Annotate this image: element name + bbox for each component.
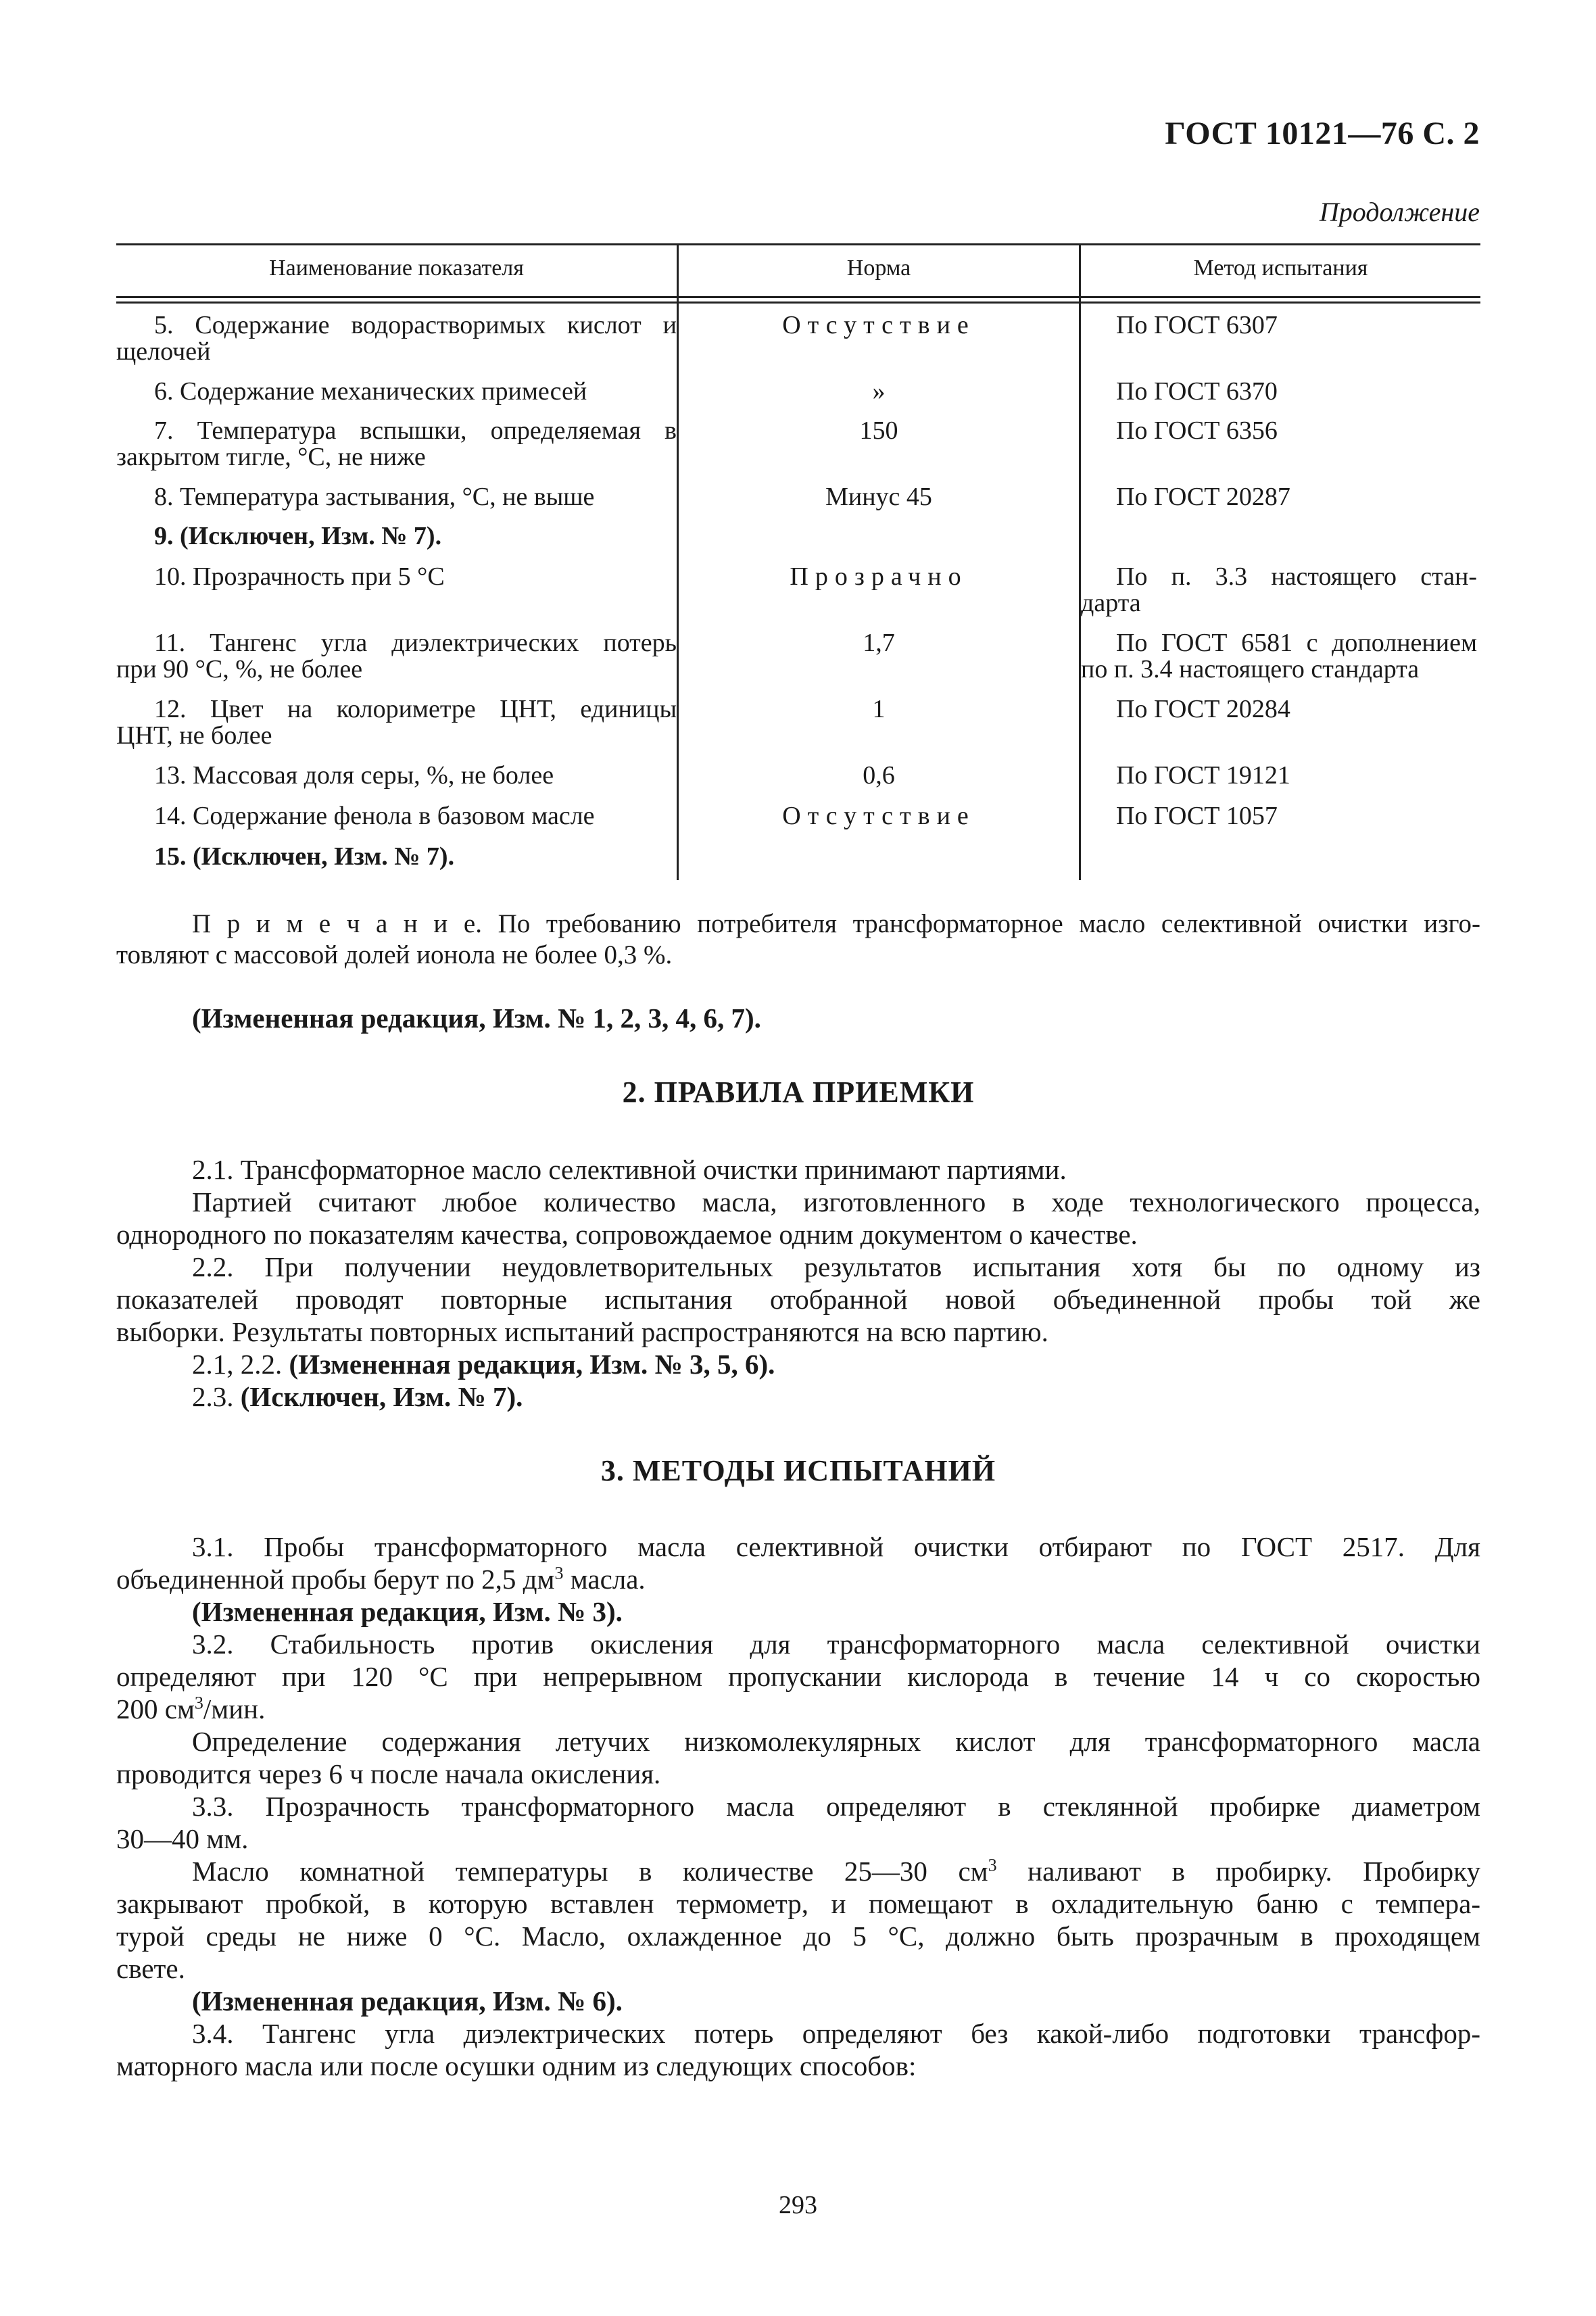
document-header-code: ГОСТ 10121—76 С. 2 (1165, 116, 1480, 151)
section-2-title: 2. ПРАВИЛА ПРИЕМКИ (622, 1076, 975, 1109)
table-header-rule (116, 296, 1480, 298)
indicator-name: 13. Массовая доля серы, %, не более (154, 761, 554, 790)
indicator-name: 10. Прозрачность при 5 °С (154, 562, 445, 591)
test-method: По ГОСТ 6356 (1116, 416, 1278, 445)
column-header-method: Метод испытания (1193, 256, 1368, 281)
norm-value: 0,6 (863, 761, 895, 790)
test-method: По ГОСТ 20287 (1116, 483, 1290, 511)
norm-value: 1 (872, 695, 886, 723)
indicator-name: 6. Содержание механических примесей (154, 377, 587, 406)
norm-value: Минус 45 (825, 483, 932, 511)
indicator-name: 9. (Исключен, Изм. № 7). (154, 522, 442, 550)
indicator-name: 8. Температура застывания, °С, не выше (154, 483, 595, 511)
norm-value: » (872, 377, 886, 406)
table-note: П р и м е ч а н и е. По требованию потребителя трансформаторное масло селективной очистки изго- товляют с массовой долей ионола не более 0,3 %. (116, 909, 1480, 969)
norm-value: Отсутствие (782, 311, 975, 339)
column-header-name: Наименование показателя (269, 256, 524, 281)
test-method: По ГОСТ 6581 с дополнением по п. 3.4 настоящего стандарта (1081, 629, 1477, 683)
indicator-name: 11. Тангенс угла диэлектрических потерь при 90 °С, %, не более (116, 629, 677, 683)
indicator-name: 14. Содержание фенола в базовом масле (154, 802, 595, 830)
norm-value: Отсутствие (782, 802, 975, 830)
section-3-body: 3.1. Пробы трансформаторного масла селективной очистки отбирают по ГОСТ 2517. Для объединенной пробы берут по 2,5 $дм^3$ масла. (Измененная редакция, Изм. № 3). 3.2. Стабильность против окисления для трансформаторного масла селективной очистки определяют при 120 °С при непрерывном пропускании кислорода в течение 14 ч со скоростью 200 $см^3$/мин. Определение содержания летучих низкомолекулярных кислот для трансформаторного масла проводится через 6 ч после начала окисления. 3.3. Прозрачность трансформаторного масла определяют в стеклянной пробирке диаметром 30—40 мм. Масло комнатной температуры в количестве 25—30 $см^3$ наливают в пробирку. Пробирку закрывают пробкой, в которую вставлен термометр, и помещают в охладительную баню с темпера- турой среды не ниже 0 °С. Масло, охлажденное до 5 °С, должно быть прозрачным в проходящем свете. (Измененная редакция, Изм. № 6). 3.4. Тангенс угла диэлектрических потерь определяют без какой-либо подготовки трансфор- маторного масла или после осушки одним из следующих способов: (116, 1531, 1480, 2081)
test-method: По ГОСТ 6370 (1116, 377, 1278, 406)
indicator-name: 5. Содержание водорастворимых кислот и щелочей (116, 311, 677, 366)
column-header-norm: Норма (846, 256, 911, 281)
test-method: По ГОСТ 20284 (1116, 695, 1290, 723)
test-method: По ГОСТ 19121 (1116, 761, 1290, 790)
table-top-rule (116, 243, 1480, 245)
test-method: По ГОСТ 6307 (1116, 311, 1278, 339)
section-3-title: 3. МЕТОДЫ ИСПЫТАНИЙ (600, 1454, 996, 1487)
indicator-name: 12. Цвет на колориметре ЦНТ, единицы ЦНТ, не более (116, 695, 677, 750)
table-header-rule-double (116, 301, 1480, 304)
indicator-name: 7. Температура вспышки, определяемая в закрытом тигле, °С, не ниже (116, 416, 677, 471)
indicator-name: 15. (Исключен, Изм. № 7). (154, 842, 455, 871)
norm-value: Прозрачно (790, 562, 968, 591)
indicators-table (116, 243, 1480, 880)
continuation-label: Продолжение (1319, 197, 1480, 227)
norm-value: 150 (859, 416, 898, 445)
table-column-divider (1079, 243, 1081, 880)
page-number: 293 (779, 2191, 817, 2219)
norm-value: 1,7 (863, 629, 895, 657)
edition-note: (Измененная редакция, Изм. № 1, 2, 3, 4, 6, 7). (192, 1003, 761, 1034)
section-2-body: 2.1. Трансформаторное масло селективной очистки принимают партиями. Партией считают любое количество масла, изготовленного в ходе технологического процесса, однородного по показателям качества, сопровождаемое одним документом о качестве. 2.2. При получении неудовлетворительных результатов испытания хотя бы по одному из показателей проводят повторные испытания отобранной новой объединенной пробы той же выборки. Результаты повторных испытаний распространяются на всю партию. 2.1, 2.2. (Измененная редакция, Изм. № 3, 5, 6). 2.3. (Исключен, Изм. № 7). (116, 1154, 1480, 1412)
test-method: По ГОСТ 1057 (1116, 802, 1278, 830)
test-method: По п. 3.3 настоящего стан- дарта (1081, 562, 1477, 617)
